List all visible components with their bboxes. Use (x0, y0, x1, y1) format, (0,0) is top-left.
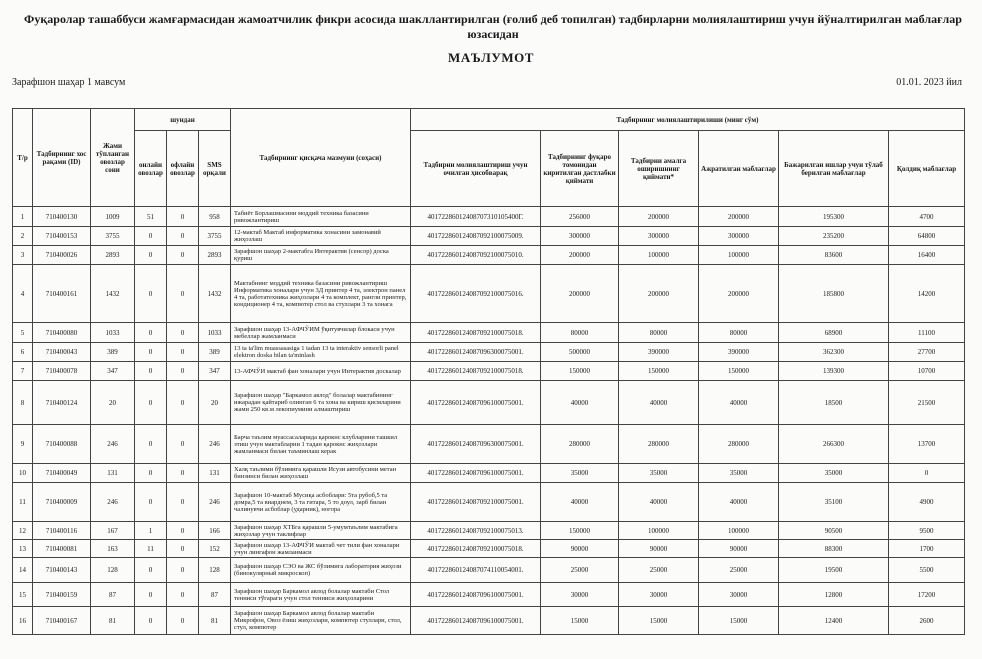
votes-offline: 0 (167, 522, 199, 540)
event-summary: Зарафшон шаҳар 13-АФЧЎИМ ўқитувчилар блокаси учун мебеллар жамланмаси (231, 323, 411, 343)
votes-total: 128 (91, 558, 135, 583)
votes-online: 0 (135, 246, 167, 265)
header-online: онлайн овозлар (135, 131, 167, 207)
optimized-cost: 25000 (619, 558, 699, 583)
table-row (13, 227, 965, 246)
balance-funds: 64800 (889, 227, 965, 246)
votes-total: 246 (91, 425, 135, 464)
row-number: 3 (13, 246, 33, 265)
table-row (13, 362, 965, 381)
votes-sms: 246 (199, 425, 231, 464)
paid-funds: 35000 (779, 464, 889, 483)
event-summary: Зарафшон 10-мактаб Мусиқа асбоблари: 5та рубоб,5 та домра,5 та виарднем, 3 та гитара, 5 то доул, зарб билан чалинувчи асбоблар (ударник), ногора (231, 483, 411, 522)
votes-offline: 0 (167, 207, 199, 227)
optimized-cost: 200000 (619, 207, 699, 227)
votes-offline: 0 (167, 227, 199, 246)
row-number: 14 (13, 558, 33, 583)
initial-cost: 280000 (541, 425, 619, 464)
allocated-funds: 40000 (699, 483, 779, 522)
document-title: Фуқаролар ташаббуси жамғармасидан жамоатчилик фикри асосида шакллантирилган (ғолиб деб топилган) тадбирларни молиялаштириш учун йўналтирилган маблағлар юзасидан (24, 12, 962, 41)
event-id: 710400161 (33, 265, 91, 323)
votes-sms: 131 (199, 464, 231, 483)
votes-online: 0 (135, 343, 167, 362)
initial-cost: 80000 (541, 323, 619, 343)
event-summary: Зарафшон шаҳар 13-АФЧЎИ мактаб чет тили фан хоналари учун лингафон жамланмаси (231, 540, 411, 558)
event-summary: 12-мактаб Мактаб информатика хонасини замонавий жиҳозлаш (231, 227, 411, 246)
optimized-cost: 30000 (619, 583, 699, 607)
balance-funds: 5500 (889, 558, 965, 583)
optimized-cost: 300000 (619, 227, 699, 246)
initial-cost: 40000 (541, 483, 619, 522)
header-balance: Қолдиқ маблағлар (889, 131, 965, 207)
initial-cost: 300000 (541, 227, 619, 246)
header-account: Тадбирни молиялаштириш учун очилган ҳисобварақ (411, 131, 541, 207)
header-votes-total: Жами тўпланган овозлар сони (91, 109, 135, 207)
table-row (13, 425, 965, 464)
initial-cost: 500000 (541, 343, 619, 362)
row-number: 16 (13, 607, 33, 635)
votes-total: 131 (91, 464, 135, 483)
initial-cost: 90000 (541, 540, 619, 558)
allocated-funds: 30000 (699, 583, 779, 607)
votes-offline: 0 (167, 464, 199, 483)
optimized-cost: 390000 (619, 343, 699, 362)
row-number: 10 (13, 464, 33, 483)
event-summary: Зарафшон шаҳар Баркамол авлод болалар мактаби Стол тенниси тўгараги учун стол тенниси жиҳозларини (231, 583, 411, 607)
allocated-funds: 100000 (699, 246, 779, 265)
paid-funds: 19500 (779, 558, 889, 583)
header-finance-group: Тадбирнинг молиялаштирилиши (минг сўм) (411, 109, 965, 131)
event-id: 710400080 (33, 323, 91, 343)
votes-online: 0 (135, 323, 167, 343)
votes-online: 0 (135, 607, 167, 635)
header-sms: SMS орқали (199, 131, 231, 207)
header-summary: Тадбирнинг қисқача мазмуни (соҳаси) (231, 109, 411, 207)
header-of-which: шундан (135, 109, 231, 131)
event-summary: 13 ta ta'lim muassasasiga 1 tadan 13 ta interaktiv sensorli panel elektron doska bilan ta'minlash (231, 343, 411, 362)
row-number: 15 (13, 583, 33, 607)
header-paid: Бажарилган ишлар учун тўлаб берилган маблағлар (779, 131, 889, 207)
table-row (13, 483, 965, 522)
account-number: 401722860124087096100075001. (411, 607, 541, 635)
account-number: 401722860124087092100075018. (411, 362, 541, 381)
account-number: 401722860124087092100075018. (411, 540, 541, 558)
event-summary: Халқ таълими бўлимига қарашли Исузи автобусини метан бинзинси билан жиҳозлаш (231, 464, 411, 483)
votes-sms: 1033 (199, 323, 231, 343)
votes-offline: 0 (167, 425, 199, 464)
votes-total: 347 (91, 362, 135, 381)
allocated-funds: 90000 (699, 540, 779, 558)
allocated-funds: 390000 (699, 343, 779, 362)
balance-funds: 2600 (889, 607, 965, 635)
event-id: 710400143 (33, 558, 91, 583)
votes-online: 51 (135, 207, 167, 227)
votes-sms: 389 (199, 343, 231, 362)
table-row (13, 381, 965, 425)
optimized-cost: 80000 (619, 323, 699, 343)
paid-funds: 139300 (779, 362, 889, 381)
table-row (13, 583, 965, 607)
paid-funds: 12400 (779, 607, 889, 635)
event-id: 710400043 (33, 343, 91, 362)
votes-offline: 0 (167, 265, 199, 323)
balance-funds: 4900 (889, 483, 965, 522)
votes-offline: 0 (167, 558, 199, 583)
optimized-cost: 15000 (619, 607, 699, 635)
place-label: Зарафшон шаҳар 1 мавсум (12, 77, 126, 88)
table-row (13, 464, 965, 483)
votes-offline: 0 (167, 381, 199, 425)
event-summary: Зарафшон шаҳар СЭО ва ЖС бўлимига лаборатория жиҳози (бинокулярный микроскоп) (231, 558, 411, 583)
balance-funds: 13700 (889, 425, 965, 464)
event-summary: Барча таълим муассасаларида қарокнс клубларини ташкил этиш учун мактабларни 1 тадан қарокнс жиҳозлари жамланмаси билан таъминлаш керак (231, 425, 411, 464)
paid-funds: 90500 (779, 522, 889, 540)
votes-total: 389 (91, 343, 135, 362)
paid-funds: 235200 (779, 227, 889, 246)
votes-sms: 81 (199, 607, 231, 635)
paid-funds: 12800 (779, 583, 889, 607)
balance-funds: 14200 (889, 265, 965, 323)
votes-total: 2893 (91, 246, 135, 265)
votes-total: 1432 (91, 265, 135, 323)
header-offline: офлайн овозлар (167, 131, 199, 207)
votes-online: 0 (135, 227, 167, 246)
votes-total: 3755 (91, 227, 135, 246)
account-number: 401722860124087096300075001. (411, 425, 541, 464)
allocated-funds: 200000 (699, 265, 779, 323)
votes-offline: 0 (167, 483, 199, 522)
allocated-funds: 200000 (699, 207, 779, 227)
paid-funds: 362300 (779, 343, 889, 362)
account-number: 401722860124087092100075013. (411, 522, 541, 540)
initial-cost: 150000 (541, 362, 619, 381)
allocated-funds: 150000 (699, 362, 779, 381)
balance-funds: 10700 (889, 362, 965, 381)
votes-online: 0 (135, 362, 167, 381)
allocated-funds: 35000 (699, 464, 779, 483)
table-row (13, 607, 965, 635)
header-optimized: Тадбирни амалга оширишнинг қиймати* (619, 131, 699, 207)
initial-cost: 25000 (541, 558, 619, 583)
allocated-funds: 25000 (699, 558, 779, 583)
optimized-cost: 40000 (619, 381, 699, 425)
optimized-cost: 100000 (619, 246, 699, 265)
balance-funds: 0 (889, 464, 965, 483)
optimized-cost: 150000 (619, 362, 699, 381)
event-summary: Мактабнинг моддий техника базасини ривожлантириш Информатика хоналари учун 3Д принтер 4 та, электрон панел 4 та, работатехника жиҳозлари 4 та комплект, рангли принтер, кондиционер 4 та, компютер стол ва стуллари 3 та хонага (231, 265, 411, 323)
event-id: 710400049 (33, 464, 91, 483)
table-row (13, 558, 965, 583)
account-number: 401722860124087092100075001. (411, 483, 541, 522)
table-row (13, 540, 965, 558)
votes-offline: 0 (167, 540, 199, 558)
row-number: 9 (13, 425, 33, 464)
row-number: 5 (13, 323, 33, 343)
row-number: 8 (13, 381, 33, 425)
initial-cost: 40000 (541, 381, 619, 425)
votes-offline: 0 (167, 343, 199, 362)
votes-sms: 128 (199, 558, 231, 583)
account-number: 401722860124087096100075001. (411, 583, 541, 607)
votes-offline: 0 (167, 246, 199, 265)
votes-offline: 0 (167, 583, 199, 607)
row-number: 6 (13, 343, 33, 362)
event-id: 710400130 (33, 207, 91, 227)
initial-cost: 200000 (541, 246, 619, 265)
allocated-funds: 40000 (699, 381, 779, 425)
funding-table (12, 108, 965, 635)
paid-funds: 35100 (779, 483, 889, 522)
initial-cost: 35000 (541, 464, 619, 483)
votes-sms: 347 (199, 362, 231, 381)
event-id: 710400153 (33, 227, 91, 246)
account-number: 401722860124087096100075001. (411, 381, 541, 425)
paid-funds: 88300 (779, 540, 889, 558)
report-date: 01.01. 2023 йил (896, 77, 962, 88)
row-number: 2 (13, 227, 33, 246)
votes-online: 0 (135, 464, 167, 483)
votes-sms: 2893 (199, 246, 231, 265)
votes-online: 0 (135, 425, 167, 464)
event-id: 710400026 (33, 246, 91, 265)
event-id: 710400081 (33, 540, 91, 558)
votes-total: 163 (91, 540, 135, 558)
table-row (13, 323, 965, 343)
paid-funds: 266300 (779, 425, 889, 464)
optimized-cost: 200000 (619, 265, 699, 323)
account-number: 401722860124087092100075018. (411, 323, 541, 343)
allocated-funds: 80000 (699, 323, 779, 343)
event-id: 710400088 (33, 425, 91, 464)
paid-funds: 195300 (779, 207, 889, 227)
header-code: Тадбирнинг хос рақами (ID) (33, 109, 91, 207)
balance-funds: 1700 (889, 540, 965, 558)
votes-total: 87 (91, 583, 135, 607)
votes-offline: 0 (167, 323, 199, 343)
account-number: 401722860124087092100075009. (411, 227, 541, 246)
initial-cost: 256000 (541, 207, 619, 227)
event-summary: 13-АФЧЎИ мактаб фан хоналари учун Интерактив доскалар (231, 362, 411, 381)
votes-total: 81 (91, 607, 135, 635)
votes-sms: 20 (199, 381, 231, 425)
votes-online: 0 (135, 558, 167, 583)
document-subtitle: МАЪЛУМОТ (448, 50, 534, 65)
account-number: 401722860124087092100075010. (411, 246, 541, 265)
event-id: 710400159 (33, 583, 91, 607)
initial-cost: 150000 (541, 522, 619, 540)
balance-funds: 4700 (889, 207, 965, 227)
votes-sms: 1432 (199, 265, 231, 323)
allocated-funds: 15000 (699, 607, 779, 635)
paid-funds: 185800 (779, 265, 889, 323)
optimized-cost: 100000 (619, 522, 699, 540)
event-summary: Зарафшон шаҳар "Баркамол авлод" болалар мактабининг ижарадан қайтариб олинган 6 та хона ва кириш қисмларини жами 250 кв.м лекопиумини алмаштириш (231, 381, 411, 425)
header-allocated: Ажратилган маблағлар (699, 131, 779, 207)
row-number: 12 (13, 522, 33, 540)
allocated-funds: 300000 (699, 227, 779, 246)
optimized-cost: 35000 (619, 464, 699, 483)
votes-online: 0 (135, 583, 167, 607)
votes-online: 0 (135, 483, 167, 522)
event-summary: Зарафшон шаҳар ХТБга қарашли 5-умумтаълим мактабига жиҳозлар учун таклифлар (231, 522, 411, 540)
votes-online: 11 (135, 540, 167, 558)
account-number: 401722860124087096100075001. (411, 464, 541, 483)
votes-sms: 152 (199, 540, 231, 558)
account-number: 401722860124087092100075016. (411, 265, 541, 323)
optimized-cost: 280000 (619, 425, 699, 464)
event-summary: Зарафшон шаҳар Баркамол авлод болалар мактаби Микрофон, Овоз ёзиш жиҳозлари, компютер стуллари, стол, стул, компютер (231, 607, 411, 635)
optimized-cost: 40000 (619, 483, 699, 522)
votes-online: 1 (135, 522, 167, 540)
votes-sms: 166 (199, 522, 231, 540)
balance-funds: 27700 (889, 343, 965, 362)
event-summary: Зарафшон шаҳар 2-мактабга Интерактив (сенсор) доска қуриш (231, 246, 411, 265)
row-number: 1 (13, 207, 33, 227)
account-number: 401722860124087074110054001. (411, 558, 541, 583)
votes-total: 246 (91, 483, 135, 522)
balance-funds: 11100 (889, 323, 965, 343)
event-id: 710400116 (33, 522, 91, 540)
votes-offline: 0 (167, 362, 199, 381)
balance-funds: 16400 (889, 246, 965, 265)
votes-online: 0 (135, 381, 167, 425)
initial-cost: 15000 (541, 607, 619, 635)
header-tr: Т/р (13, 109, 33, 207)
header-initial: Тадбирнинг фуқаро томонидан киритилган дастлабки қиймати (541, 131, 619, 207)
event-id: 710400167 (33, 607, 91, 635)
table-row (13, 343, 965, 362)
votes-total: 167 (91, 522, 135, 540)
votes-total: 1033 (91, 323, 135, 343)
event-id: 710400124 (33, 381, 91, 425)
optimized-cost: 90000 (619, 540, 699, 558)
row-number: 13 (13, 540, 33, 558)
account-number: 40172286012408707310105400Г. (411, 207, 541, 227)
balance-funds: 17200 (889, 583, 965, 607)
table-row (13, 246, 965, 265)
balance-funds: 21500 (889, 381, 965, 425)
row-number: 11 (13, 483, 33, 522)
table-row (13, 522, 965, 540)
paid-funds: 83600 (779, 246, 889, 265)
row-number: 4 (13, 265, 33, 323)
balance-funds: 9500 (889, 522, 965, 540)
row-number: 7 (13, 362, 33, 381)
event-summary: Табиёт Борлашмасини моддий техника базасини ривожлантириш (231, 207, 411, 227)
account-number: 401722860124087096300075001. (411, 343, 541, 362)
votes-sms: 958 (199, 207, 231, 227)
votes-sms: 87 (199, 583, 231, 607)
table-row (13, 265, 965, 323)
paid-funds: 68900 (779, 323, 889, 343)
paid-funds: 18500 (779, 381, 889, 425)
votes-offline: 0 (167, 607, 199, 635)
table-row (13, 207, 965, 227)
event-id: 710400078 (33, 362, 91, 381)
votes-sms: 246 (199, 483, 231, 522)
initial-cost: 30000 (541, 583, 619, 607)
votes-sms: 3755 (199, 227, 231, 246)
allocated-funds: 280000 (699, 425, 779, 464)
votes-total: 20 (91, 381, 135, 425)
initial-cost: 200000 (541, 265, 619, 323)
allocated-funds: 100000 (699, 522, 779, 540)
votes-total: 1009 (91, 207, 135, 227)
event-id: 710400009 (33, 483, 91, 522)
votes-online: 0 (135, 265, 167, 323)
